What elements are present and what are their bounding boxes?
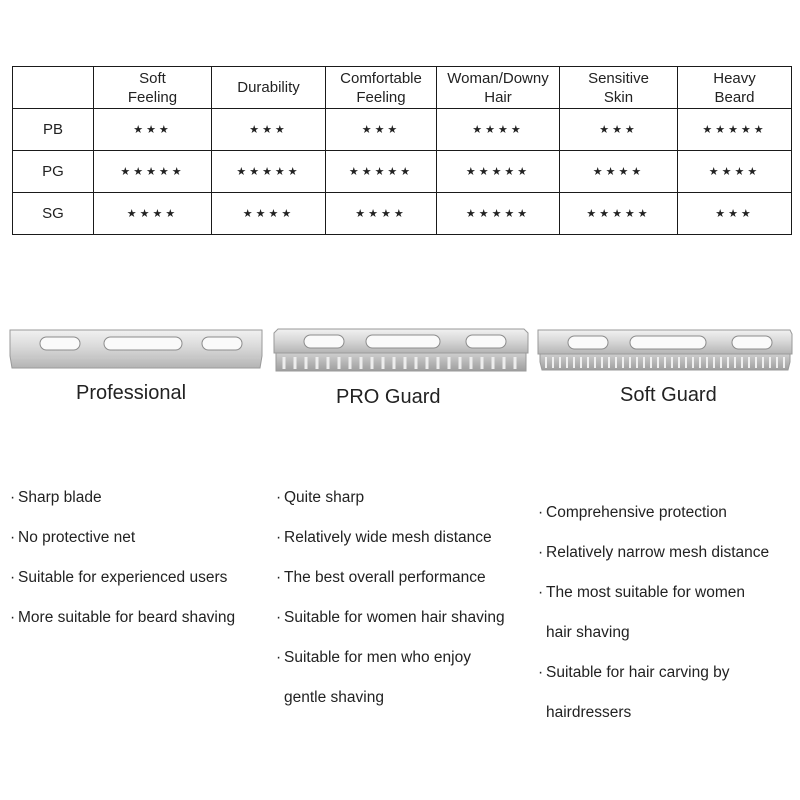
rating-cell: ★★★★★ xyxy=(560,193,678,235)
list-item: · Quite sharp xyxy=(276,489,365,506)
list-item-continuation: hair shaving xyxy=(546,624,630,641)
rating-cell: ★★★ xyxy=(212,109,326,151)
narrow-mesh-guard-blade-icon xyxy=(536,326,794,374)
rating-cell: ★★★★ xyxy=(678,151,792,193)
table-row xyxy=(13,109,792,151)
list-item: · The most suitable for women xyxy=(538,584,746,601)
rating-cell: ★★★★★ xyxy=(678,109,792,151)
list-item: · Suitable for men who enjoy xyxy=(276,649,471,666)
rating-cell: ★★★ xyxy=(326,109,437,151)
column-header-durability: Durability xyxy=(212,67,326,109)
rating-cell: ★★★★★ xyxy=(437,151,560,193)
column-header-comfortable-feeling: Comfortable Feeling xyxy=(326,67,437,109)
row-label-sg: SG xyxy=(13,193,94,235)
professional-feature-list xyxy=(10,488,235,648)
rating-cell: ★★★★ xyxy=(326,193,437,235)
rating-cell: ★★★★★ xyxy=(437,193,560,235)
list-item-continuation: hairdressers xyxy=(546,704,632,721)
row-label-pg: PG xyxy=(13,151,94,193)
list-item-continuation: gentle shaving xyxy=(284,689,384,706)
rating-cell: ★★★★★ xyxy=(212,151,326,193)
rating-cell: ★★★★ xyxy=(94,193,212,235)
rating-cell: ★★★★ xyxy=(437,109,560,151)
rating-cell: ★★★★★ xyxy=(94,151,212,193)
blade-name-professional: Professional xyxy=(76,382,187,404)
comparison-table xyxy=(12,66,792,235)
rating-cell: ★★★★ xyxy=(560,151,678,193)
list-item: · Comprehensive protection xyxy=(538,504,727,521)
rating-cell: ★★★ xyxy=(560,109,678,151)
column-header-woman-downy-hair: Woman/Downy Hair xyxy=(437,67,560,109)
rating-cell: ★★★ xyxy=(94,109,212,151)
list-item: · Suitable for experienced users xyxy=(10,569,228,586)
column-header-soft-feeling: Soft Feeling xyxy=(94,67,212,109)
blade-name-soft-guard: Soft Guard xyxy=(620,384,717,406)
table-header-row xyxy=(13,67,792,109)
pro-guard-feature-list xyxy=(276,488,505,728)
soft-guard-feature-list xyxy=(538,503,769,743)
list-item: · Sharp blade xyxy=(10,489,102,506)
rating-cell: ★★★★ xyxy=(212,193,326,235)
list-item: · No protective net xyxy=(10,529,136,546)
table-row xyxy=(13,151,792,193)
flat-blade-icon xyxy=(8,328,264,372)
blade-name-pro-guard: PRO Guard xyxy=(336,386,441,408)
column-header-sensitive-skin: Sensitive Skin xyxy=(560,67,678,109)
list-item: · Suitable for women hair shaving xyxy=(276,609,505,626)
list-item: · Suitable for hair carving by xyxy=(538,664,730,681)
wide-mesh-guard-blade-icon xyxy=(272,327,530,375)
list-item: · More suitable for beard shaving xyxy=(10,609,236,626)
row-label-pb: PB xyxy=(13,109,94,151)
list-item: · The best overall performance xyxy=(276,569,486,586)
rating-cell: ★★★★★ xyxy=(326,151,437,193)
table-row xyxy=(13,193,792,235)
list-item: · Relatively narrow mesh distance xyxy=(538,544,770,561)
table-corner-cell xyxy=(13,67,94,109)
list-item: · Relatively wide mesh distance xyxy=(276,529,492,546)
rating-cell: ★★★ xyxy=(678,193,792,235)
column-header-heavy-beard: Heavy Beard xyxy=(678,67,792,109)
